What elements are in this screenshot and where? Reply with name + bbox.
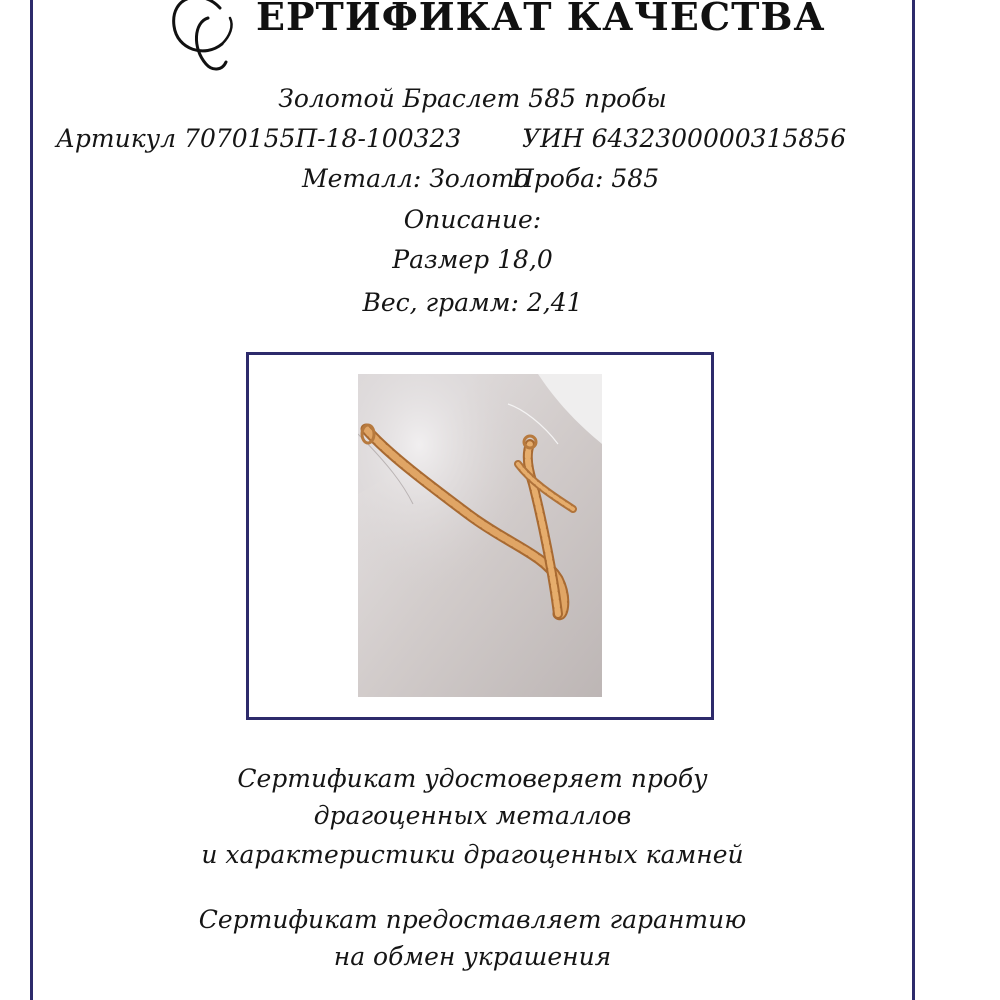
gold-bracelet-image [358,374,602,697]
article-number: Артикул 7070155П-18-100323 [56,124,462,153]
uin-number: УИН 6432300000315856 [522,124,847,153]
product-photo-frame [246,352,714,720]
guarantee-line-1: Сертификат предоставляет гарантию [198,905,747,934]
weight-field: Вес, грамм: 2,41 [362,288,583,317]
assay-field: Проба: 585 [512,164,660,193]
certifies-line-1: Сертификат удостоверяет пробу [237,764,708,793]
guarantee-line-2: на обмен украшения [333,942,612,971]
product-photo [358,374,602,697]
product-name: Золотой Браслет 585 пробы [278,84,667,113]
certificate-title: ЕРТИФИКАТ КАЧЕСТВА [256,0,826,39]
metal-field: Металл: Золото [302,164,530,193]
size-field: Размер 18,0 [392,245,553,274]
monogram-logo-icon [150,0,260,78]
certifies-line-2: драгоценных металлов [313,801,632,830]
certifies-line-3: и характеристики драгоценных камней [201,840,744,869]
description-label: Описание: [403,205,542,234]
